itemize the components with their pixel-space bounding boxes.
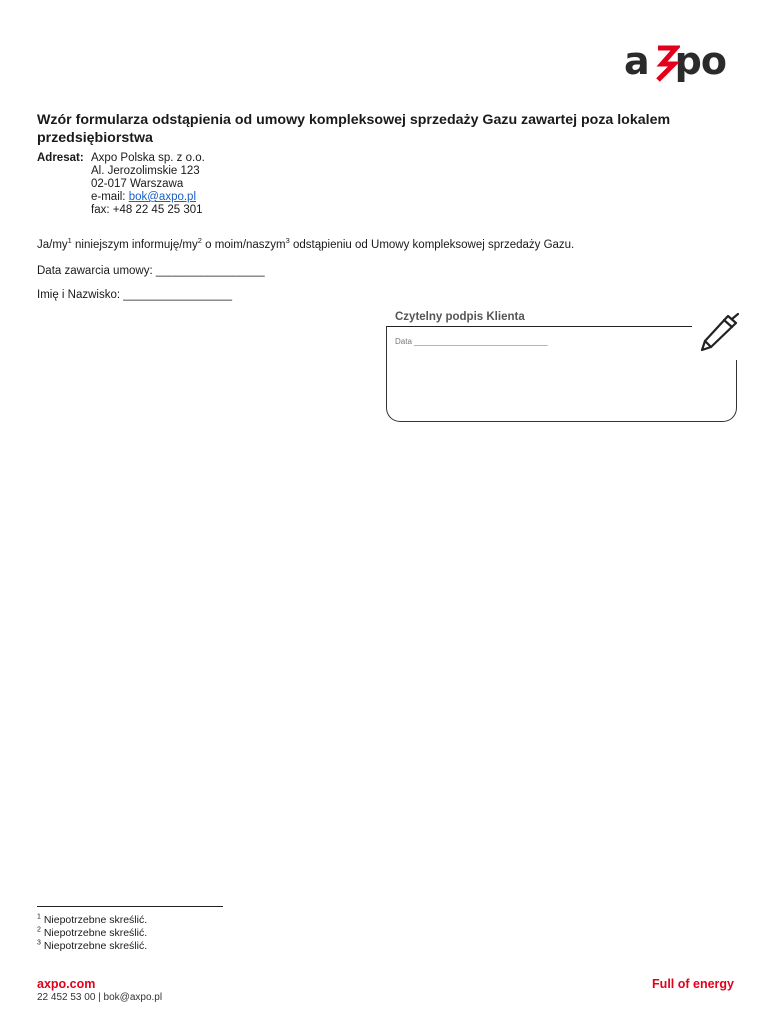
signature-box[interactable]	[386, 360, 737, 422]
logo-wordmark: a po	[624, 39, 726, 83]
footer-slogan: Full of energy	[652, 977, 734, 991]
footnote-item: $^3$ Niepotrzebne skreślić.	[37, 939, 148, 952]
recipient-label: Adresat:	[37, 152, 84, 164]
recipient-street: Al. Jerozolimskie 123	[91, 165, 200, 177]
recipient-city: 02-017 Warszawa	[91, 178, 184, 190]
logo-bolt-icon	[654, 42, 680, 82]
contract-date-field[interactable]: Data zawarcia umowy: _________________	[37, 265, 265, 277]
recipient-block	[37, 152, 205, 217]
signature-rule	[386, 326, 692, 327]
document-title: Wzór formularza odstąpienia od umowy kompleksowej sprzedaży Gazu zawartej poza lokalem przedsiębiorstwa	[37, 112, 671, 146]
footer-contact: 22 452 53 00 | bok@axpo.pl	[37, 992, 163, 1003]
email-link[interactable]: bok@axpo.pl	[128, 191, 197, 203]
email-label: e-mail:	[91, 191, 129, 203]
signature-box-edge	[386, 326, 387, 362]
footnote-ref: 3	[285, 236, 290, 246]
signature-title: Czytelny podpis Klienta	[395, 311, 525, 323]
footnote-rule	[37, 906, 223, 907]
signature-date-field[interactable]: Data ______________________________	[395, 337, 548, 346]
axpo-logo	[624, 38, 736, 84]
declaration-text: $Ja/my^1$ niniejszym informuję/$my^2$ o moim/naszym$^3$ odstąpieniu od Umowy kompleksowej sprzedaży Gazu.	[37, 236, 575, 251]
footer-site-link[interactable]: axpo.com	[37, 977, 96, 991]
recipient-email-row	[91, 191, 205, 204]
footnote-ref: 2	[197, 236, 202, 246]
footnote-item: $^2$ Niepotrzebne skreślić.	[37, 926, 148, 939]
footnotes	[37, 914, 147, 953]
recipient-company: Axpo Polska sp. z o.o.	[91, 152, 205, 164]
recipient-fax: fax: +48 22 45 25 301	[91, 204, 203, 216]
footnote-ref: 1	[67, 236, 72, 246]
name-field[interactable]: Imię i Nazwisko: _________________	[37, 289, 232, 301]
footnote-item: $^1$ Niepotrzebne skreślić.	[37, 913, 148, 926]
pen-icon	[698, 312, 742, 354]
